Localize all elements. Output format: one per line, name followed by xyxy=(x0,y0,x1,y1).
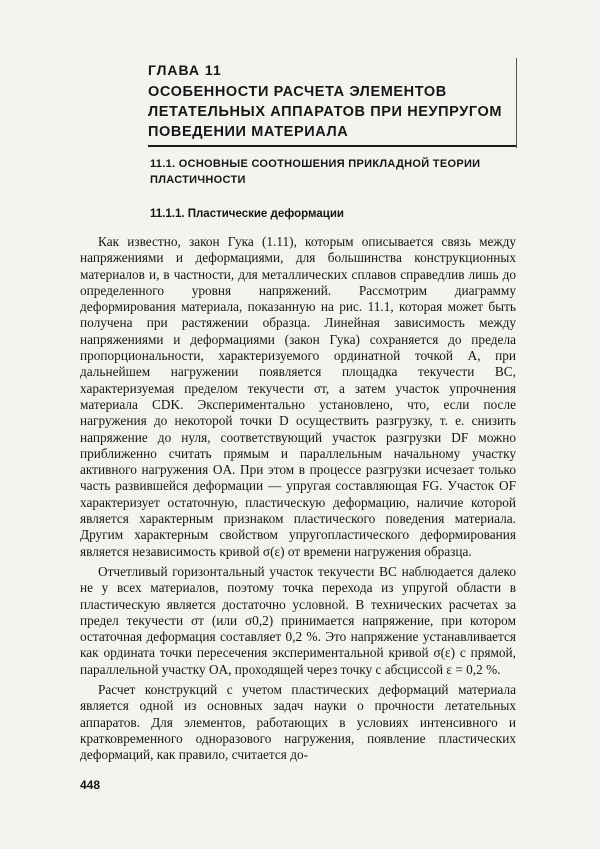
paragraph: Отчетливый горизонтальный участок текучести BC наблюдается далеко не у всех материалов, поэтому точка перехода из упругой области в пластическую является достаточно условной. В технических расчетах за предел текучести σт (или σ0,2) принимается напряжение, при котором остаточная деформация составляет 0,2 %. Это напряжение устанавливается как ордината точки пересечения экспериментальной кривой σ(ε) с прямой, параллельной участку OA, проходящей через точку с абсциссой ε = 0,2 %. xyxy=(80,563,516,677)
page-number: 448 xyxy=(80,778,101,792)
chapter-label: ГЛАВА 11 xyxy=(148,62,222,78)
paragraph: Как известно, закон Гука (1.11), которым описывается связь между напряжениями и деформациями, для большинства конструкционных материалов и, в частности, для металлических сплавов справедлив лишь до определенного уровня напряжений. Рассмотрим диаграмму деформирования материала, показанную на рис. 11.1, которая может быть получена при растяжении образца. Линейная зависимость между напряжениями и деформациями (закон Гука) сохраняется до предела пропорциональности, характеризуемого ординатной точкой A, при дальнейшем нагружении появляется площадка текучести BC, характеризуемая пределом текучести σт, а затем участок упрочнения материала CDK. Экспериментально установлено, что, если после нагружения до некоторой точки D осуществить разгрузку, т. е. снизить напряжение до нуля, соответствующий участок разгрузки DF можно приближенно считать прямым и параллельным начальному участку активного нагружения OA. При этом в процессе разгрузки исчезает только часть развившейся деформации — упругая составляющая FG. Участок OF характеризует остаточную, пластическую деформацию, наличие которой является характерным признаком пластического поведения материала. Другим характерным свойством упругопластического деформирования является независимость кривой σ(ε) от времени нагружения образца. xyxy=(80,234,516,559)
section-title: 11.1. ОСНОВНЫЕ СООТНОШЕНИЯ ПРИКЛАДНОЙ ТЕОРИИ ПЛАСТИЧНОСТИ xyxy=(150,158,481,186)
subsection-title: 11.1.1. Пластические деформации xyxy=(150,208,344,220)
paragraph: Расчет конструкций с учетом пластических деформаций материала является одной из основных задач науки о прочности летательных аппаратов. Для элементов, работающих в условиях интенсивного и кратковременного одноразового нагружения, появление пластических деформаций, как правило, считается до- xyxy=(80,682,516,763)
body-text xyxy=(80,234,516,764)
chapter-divider xyxy=(148,145,516,147)
chapter-title: ОСОБЕННОСТИ РАСЧЕТА ЭЛЕМЕНТОВ ЛЕТАТЕЛЬНЫХ АППАРАТОВ ПРИ НЕУПРУГОМ ПОВЕДЕНИИ МАТЕРИАЛА xyxy=(148,84,503,140)
